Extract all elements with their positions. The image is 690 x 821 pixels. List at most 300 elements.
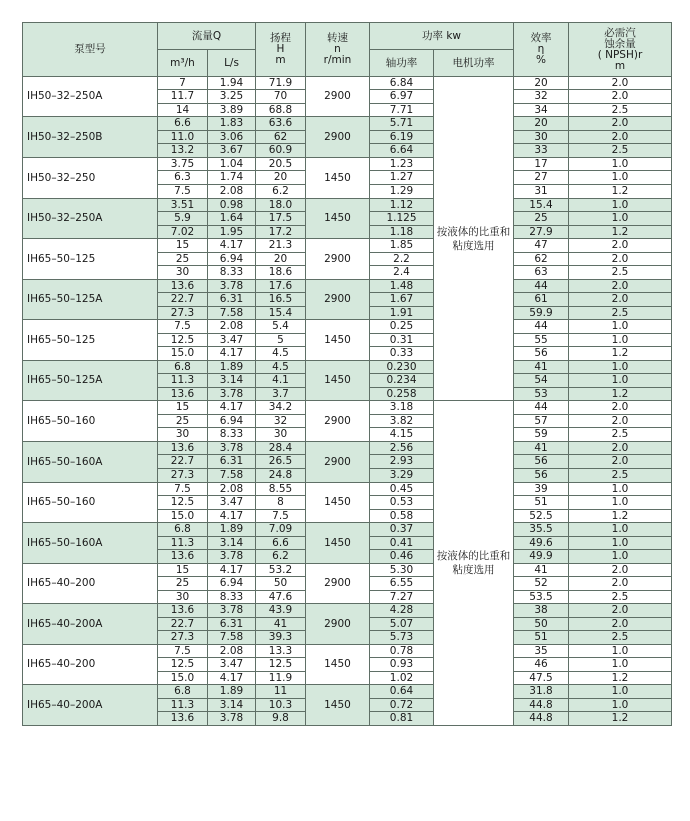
efficiency-cell: 54 xyxy=(514,374,569,388)
npsh-cell: 2.0 xyxy=(569,239,672,253)
speed-cell: 2900 xyxy=(306,442,370,483)
table-row xyxy=(23,239,672,253)
head-cell: 43.9 xyxy=(256,604,306,618)
npsh-cell: 2.5 xyxy=(569,428,672,442)
head-cell: 63.6 xyxy=(256,117,306,131)
flow-ls-cell: 3.78 xyxy=(208,712,256,726)
efficiency-cell: 31 xyxy=(514,185,569,199)
flow-ls-cell: 6.94 xyxy=(208,577,256,591)
header-model: 泵型号 xyxy=(23,23,158,77)
npsh-cell: 2.5 xyxy=(569,144,672,158)
speed-cell: 1450 xyxy=(306,483,370,523)
flow-ls-cell: 6.94 xyxy=(208,415,256,428)
shaft-power-cell: 0.37 xyxy=(370,523,434,537)
shaft-power-cell: 0.53 xyxy=(370,496,434,510)
flow-ls-cell: 4.17 xyxy=(208,401,256,415)
head-cell: 12.5 xyxy=(256,658,306,672)
head-cell: 20.5 xyxy=(256,158,306,171)
shaft-power-cell: 2.4 xyxy=(370,266,434,280)
pump-model-cell: IH65–50–125A xyxy=(23,280,158,320)
head-cell: 60.9 xyxy=(256,144,306,158)
npsh-cell: 1.0 xyxy=(569,171,672,185)
shaft-power-cell: 6.84 xyxy=(370,77,434,90)
speed-cell: 2900 xyxy=(306,604,370,645)
shaft-power-cell: 0.78 xyxy=(370,645,434,658)
shaft-power-cell: 4.15 xyxy=(370,428,434,442)
shaft-power-cell: 0.230 xyxy=(370,361,434,374)
flow-ls-cell: 4.17 xyxy=(208,510,256,523)
flow-m3h-cell: 6.8 xyxy=(158,523,208,537)
efficiency-cell: 47.5 xyxy=(514,672,569,685)
shaft-power-cell: 3.82 xyxy=(370,415,434,428)
flow-m3h-cell: 6.8 xyxy=(158,685,208,699)
shaft-power-cell: 0.41 xyxy=(370,537,434,550)
flow-ls-cell: 1.74 xyxy=(208,171,256,185)
shaft-power-cell: 7.27 xyxy=(370,591,434,604)
npsh-cell: 2.0 xyxy=(569,618,672,631)
table-row xyxy=(23,117,672,131)
npsh-cell: 1.2 xyxy=(569,510,672,523)
flow-m3h-cell: 12.5 xyxy=(158,658,208,672)
pump-model-cell: IH65–50–125A xyxy=(23,361,158,401)
npsh-cell: 1.0 xyxy=(569,483,672,496)
pump-model-cell: IH65–50–125 xyxy=(23,239,158,280)
flow-ls-cell: 3.78 xyxy=(208,604,256,618)
flow-m3h-cell: 13.6 xyxy=(158,712,208,726)
speed-cell: 2900 xyxy=(306,564,370,604)
flow-ls-cell: 3.78 xyxy=(208,280,256,293)
pump-model-cell: IH50–32–250 xyxy=(23,158,158,199)
pump-model-cell: IH65–40–200 xyxy=(23,564,158,604)
head-cell: 6.2 xyxy=(256,185,306,199)
head-cell: 16.5 xyxy=(256,293,306,307)
flow-ls-cell: 4.17 xyxy=(208,239,256,253)
head-cell: 6.2 xyxy=(256,550,306,564)
shaft-power-cell: 2.93 xyxy=(370,455,434,469)
efficiency-cell: 61 xyxy=(514,293,569,307)
head-cell: 34.2 xyxy=(256,401,306,415)
flow-ls-cell: 4.17 xyxy=(208,564,256,577)
npsh-cell: 1.2 xyxy=(569,672,672,685)
npsh-cell: 2.5 xyxy=(569,307,672,320)
efficiency-cell: 30 xyxy=(514,131,569,144)
efficiency-cell: 51 xyxy=(514,631,569,645)
shaft-power-cell: 3.29 xyxy=(370,469,434,483)
head-cell: 70 xyxy=(256,90,306,104)
efficiency-cell: 55 xyxy=(514,334,569,347)
efficiency-cell: 50 xyxy=(514,618,569,631)
flow-ls-cell: 1.89 xyxy=(208,685,256,699)
speed-cell: 2900 xyxy=(306,401,370,442)
flow-ls-cell: 2.08 xyxy=(208,483,256,496)
efficiency-cell: 53 xyxy=(514,388,569,401)
efficiency-cell: 44 xyxy=(514,280,569,293)
flow-ls-cell: 3.25 xyxy=(208,90,256,104)
shaft-power-cell: 1.85 xyxy=(370,239,434,253)
efficiency-cell: 46 xyxy=(514,658,569,672)
npsh-cell: 2.0 xyxy=(569,117,672,131)
head-cell: 4.1 xyxy=(256,374,306,388)
npsh-cell: 1.0 xyxy=(569,212,672,226)
shaft-power-cell: 2.2 xyxy=(370,253,434,266)
flow-ls-cell: 1.89 xyxy=(208,361,256,374)
header-head: 扬程 H m xyxy=(256,23,306,77)
flow-ls-cell: 3.67 xyxy=(208,144,256,158)
head-cell: 10.3 xyxy=(256,699,306,712)
flow-m3h-cell: 30 xyxy=(158,428,208,442)
speed-cell: 1450 xyxy=(306,645,370,685)
flow-ls-cell: 6.31 xyxy=(208,455,256,469)
efficiency-cell: 27.9 xyxy=(514,226,569,239)
shaft-power-cell: 4.28 xyxy=(370,604,434,618)
efficiency-cell: 39 xyxy=(514,483,569,496)
head-cell: 15.4 xyxy=(256,307,306,320)
npsh-cell: 1.0 xyxy=(569,361,672,374)
flow-ls-cell: 4.17 xyxy=(208,347,256,361)
speed-cell: 1450 xyxy=(306,199,370,239)
npsh-cell: 1.0 xyxy=(569,699,672,712)
efficiency-cell: 41 xyxy=(514,361,569,374)
head-cell: 21.3 xyxy=(256,239,306,253)
head-cell: 20 xyxy=(256,171,306,185)
npsh-cell: 1.0 xyxy=(569,523,672,537)
flow-m3h-cell: 15 xyxy=(158,239,208,253)
pump-model-cell: IH65–50–160A xyxy=(23,523,158,564)
shaft-power-cell: 0.58 xyxy=(370,510,434,523)
npsh-cell: 1.0 xyxy=(569,374,672,388)
efficiency-cell: 47 xyxy=(514,239,569,253)
flow-m3h-cell: 15.0 xyxy=(158,510,208,523)
flow-ls-cell: 2.08 xyxy=(208,320,256,334)
npsh-cell: 2.0 xyxy=(569,564,672,577)
shaft-power-cell: 1.27 xyxy=(370,171,434,185)
npsh-cell: 1.0 xyxy=(569,645,672,658)
flow-ls-cell: 1.04 xyxy=(208,158,256,171)
head-cell: 18.0 xyxy=(256,199,306,212)
pump-model-cell: IH65–40–200 xyxy=(23,645,158,685)
flow-m3h-cell: 27.3 xyxy=(158,631,208,645)
head-cell: 17.2 xyxy=(256,226,306,239)
shaft-power-cell: 6.19 xyxy=(370,131,434,144)
head-cell: 53.2 xyxy=(256,564,306,577)
efficiency-cell: 63 xyxy=(514,266,569,280)
npsh-cell: 1.0 xyxy=(569,496,672,510)
shaft-power-cell: 1.23 xyxy=(370,158,434,171)
table-row xyxy=(23,645,672,658)
flow-ls-cell: 8.33 xyxy=(208,591,256,604)
flow-ls-cell: 6.31 xyxy=(208,293,256,307)
efficiency-cell: 44.8 xyxy=(514,699,569,712)
flow-m3h-cell: 25 xyxy=(158,415,208,428)
flow-ls-cell: 4.17 xyxy=(208,672,256,685)
head-cell: 30 xyxy=(256,428,306,442)
pump-model-cell: IH65–40–200A xyxy=(23,604,158,645)
head-cell: 18.6 xyxy=(256,266,306,280)
pump-model-cell: IH65–50–160 xyxy=(23,483,158,523)
shaft-power-cell: 0.46 xyxy=(370,550,434,564)
flow-ls-cell: 1.89 xyxy=(208,523,256,537)
efficiency-cell: 44.8 xyxy=(514,712,569,726)
flow-ls-cell: 3.47 xyxy=(208,334,256,347)
npsh-cell: 2.0 xyxy=(569,253,672,266)
flow-ls-cell: 3.47 xyxy=(208,658,256,672)
npsh-cell: 1.2 xyxy=(569,712,672,726)
efficiency-cell: 31.8 xyxy=(514,685,569,699)
header-efficiency: 效率 η % xyxy=(514,23,569,77)
table-row xyxy=(23,280,672,293)
npsh-cell: 1.0 xyxy=(569,658,672,672)
shaft-power-cell: 1.12 xyxy=(370,199,434,212)
shaft-power-cell: 1.125 xyxy=(370,212,434,226)
head-cell: 62 xyxy=(256,131,306,144)
efficiency-cell: 38 xyxy=(514,604,569,618)
shaft-power-cell: 0.45 xyxy=(370,483,434,496)
header-flow: 流量Q xyxy=(158,23,256,50)
efficiency-cell: 57 xyxy=(514,415,569,428)
efficiency-cell: 33 xyxy=(514,144,569,158)
table-row xyxy=(23,523,672,537)
flow-m3h-cell: 25 xyxy=(158,577,208,591)
flow-m3h-cell: 15.0 xyxy=(158,672,208,685)
flow-ls-cell: 3.47 xyxy=(208,496,256,510)
table-row xyxy=(23,685,672,699)
efficiency-cell: 59 xyxy=(514,428,569,442)
motor-power-note: 按液体的比重和粘度选用 xyxy=(434,401,514,726)
efficiency-cell: 20 xyxy=(514,77,569,90)
shaft-power-cell: 3.18 xyxy=(370,401,434,415)
pump-model-cell: IH50–32–250A xyxy=(23,77,158,117)
flow-ls-cell: 1.95 xyxy=(208,226,256,239)
npsh-cell: 2.0 xyxy=(569,90,672,104)
head-cell: 6.6 xyxy=(256,537,306,550)
speed-cell: 1450 xyxy=(306,361,370,401)
flow-m3h-cell: 7 xyxy=(158,77,208,90)
npsh-cell: 2.5 xyxy=(569,266,672,280)
flow-m3h-cell: 15.0 xyxy=(158,347,208,361)
header-shaft-power: 轴功率 xyxy=(370,50,434,77)
speed-cell: 1450 xyxy=(306,685,370,726)
flow-ls-cell: 3.06 xyxy=(208,131,256,144)
shaft-power-cell: 1.48 xyxy=(370,280,434,293)
npsh-cell: 1.2 xyxy=(569,388,672,401)
speed-cell: 2900 xyxy=(306,117,370,158)
speed-cell: 1450 xyxy=(306,320,370,361)
head-cell: 7.5 xyxy=(256,510,306,523)
efficiency-cell: 52 xyxy=(514,577,569,591)
shaft-power-cell: 6.64 xyxy=(370,144,434,158)
npsh-cell: 1.2 xyxy=(569,347,672,361)
motor-power-note: 按液体的比重和粘度选用 xyxy=(434,77,514,401)
flow-m3h-cell: 3.75 xyxy=(158,158,208,171)
npsh-cell: 2.5 xyxy=(569,469,672,483)
flow-m3h-cell: 22.7 xyxy=(158,618,208,631)
speed-cell: 2900 xyxy=(306,77,370,117)
head-cell: 41 xyxy=(256,618,306,631)
table-body xyxy=(23,77,672,726)
shaft-power-cell: 0.31 xyxy=(370,334,434,347)
efficiency-cell: 59.9 xyxy=(514,307,569,320)
head-cell: 8.55 xyxy=(256,483,306,496)
table-row xyxy=(23,199,672,212)
pump-model-cell: IH65–50–160 xyxy=(23,401,158,442)
head-cell: 9.8 xyxy=(256,712,306,726)
shaft-power-cell: 1.29 xyxy=(370,185,434,199)
head-cell: 11 xyxy=(256,685,306,699)
efficiency-cell: 56 xyxy=(514,469,569,483)
npsh-cell: 2.0 xyxy=(569,401,672,415)
flow-m3h-cell: 13.2 xyxy=(158,144,208,158)
flow-ls-cell: 2.08 xyxy=(208,185,256,199)
npsh-cell: 2.0 xyxy=(569,604,672,618)
flow-m3h-cell: 27.3 xyxy=(158,469,208,483)
header-npsh: 必需汽 蚀余量 ( NPSH)r m xyxy=(569,23,672,77)
npsh-cell: 1.0 xyxy=(569,537,672,550)
table-row xyxy=(23,604,672,618)
head-cell: 68.8 xyxy=(256,104,306,117)
flow-ls-cell: 7.58 xyxy=(208,631,256,645)
shaft-power-cell: 0.93 xyxy=(370,658,434,672)
efficiency-cell: 17 xyxy=(514,158,569,171)
speed-cell: 2900 xyxy=(306,280,370,320)
header-power: 功率 kw xyxy=(370,23,514,50)
npsh-cell: 1.0 xyxy=(569,158,672,171)
flow-m3h-cell: 7.5 xyxy=(158,320,208,334)
npsh-cell: 2.0 xyxy=(569,442,672,455)
efficiency-cell: 35 xyxy=(514,645,569,658)
flow-m3h-cell: 5.9 xyxy=(158,212,208,226)
efficiency-cell: 51 xyxy=(514,496,569,510)
shaft-power-cell: 1.02 xyxy=(370,672,434,685)
flow-ls-cell: 3.89 xyxy=(208,104,256,117)
head-cell: 24.8 xyxy=(256,469,306,483)
shaft-power-cell: 1.91 xyxy=(370,307,434,320)
flow-m3h-cell: 13.6 xyxy=(158,280,208,293)
flow-m3h-cell: 7.5 xyxy=(158,483,208,496)
efficiency-cell: 52.5 xyxy=(514,510,569,523)
shaft-power-cell: 5.07 xyxy=(370,618,434,631)
npsh-cell: 1.0 xyxy=(569,334,672,347)
table-row xyxy=(23,361,672,374)
flow-m3h-cell: 7.5 xyxy=(158,645,208,658)
table-row xyxy=(23,158,672,171)
flow-m3h-cell: 7.02 xyxy=(158,226,208,239)
pump-model-cell: IH65–50–125 xyxy=(23,320,158,361)
efficiency-cell: 49.6 xyxy=(514,537,569,550)
flow-m3h-cell: 30 xyxy=(158,266,208,280)
shaft-power-cell: 6.55 xyxy=(370,577,434,591)
efficiency-cell: 44 xyxy=(514,401,569,415)
npsh-cell: 2.5 xyxy=(569,631,672,645)
header-motor-power: 电机功率 xyxy=(434,50,514,77)
shaft-power-cell: 2.56 xyxy=(370,442,434,455)
npsh-cell: 1.0 xyxy=(569,320,672,334)
table-row xyxy=(23,564,672,577)
shaft-power-cell: 0.258 xyxy=(370,388,434,401)
efficiency-cell: 15.4 xyxy=(514,199,569,212)
shaft-power-cell: 0.25 xyxy=(370,320,434,334)
efficiency-cell: 35.5 xyxy=(514,523,569,537)
flow-m3h-cell: 11.3 xyxy=(158,537,208,550)
flow-ls-cell: 8.33 xyxy=(208,266,256,280)
shaft-power-cell: 6.97 xyxy=(370,90,434,104)
pump-model-cell: IH65–40–200A xyxy=(23,685,158,726)
pump-model-cell: IH65–50–160A xyxy=(23,442,158,483)
flow-ls-cell: 3.78 xyxy=(208,388,256,401)
flow-ls-cell: 3.78 xyxy=(208,550,256,564)
npsh-cell: 2.0 xyxy=(569,77,672,90)
head-cell: 3.7 xyxy=(256,388,306,401)
flow-m3h-cell: 6.3 xyxy=(158,171,208,185)
head-cell: 47.6 xyxy=(256,591,306,604)
efficiency-cell: 49.9 xyxy=(514,550,569,564)
efficiency-cell: 32 xyxy=(514,90,569,104)
shaft-power-cell: 0.81 xyxy=(370,712,434,726)
efficiency-cell: 53.5 xyxy=(514,591,569,604)
pump-model-cell: IH50–32–250B xyxy=(23,117,158,158)
efficiency-cell: 34 xyxy=(514,104,569,117)
npsh-cell: 1.0 xyxy=(569,550,672,564)
speed-cell: 1450 xyxy=(306,158,370,199)
head-cell: 17.5 xyxy=(256,212,306,226)
pump-spec-sheet xyxy=(22,22,672,726)
flow-ls-cell: 3.14 xyxy=(208,374,256,388)
header-flow-m3h: m³/h xyxy=(158,50,208,77)
shaft-power-cell: 1.18 xyxy=(370,226,434,239)
npsh-cell: 2.5 xyxy=(569,591,672,604)
npsh-cell: 2.0 xyxy=(569,415,672,428)
flow-ls-cell: 1.94 xyxy=(208,77,256,90)
head-cell: 17.6 xyxy=(256,280,306,293)
shaft-power-cell: 0.33 xyxy=(370,347,434,361)
flow-m3h-cell: 7.5 xyxy=(158,185,208,199)
efficiency-cell: 20 xyxy=(514,117,569,131)
shaft-power-cell: 0.234 xyxy=(370,374,434,388)
table-header xyxy=(23,23,672,77)
flow-m3h-cell: 12.5 xyxy=(158,496,208,510)
flow-ls-cell: 6.94 xyxy=(208,253,256,266)
efficiency-cell: 27 xyxy=(514,171,569,185)
flow-m3h-cell: 25 xyxy=(158,253,208,266)
head-cell: 28.4 xyxy=(256,442,306,455)
shaft-power-cell: 0.72 xyxy=(370,699,434,712)
flow-m3h-cell: 12.5 xyxy=(158,334,208,347)
head-cell: 5.4 xyxy=(256,320,306,334)
efficiency-cell: 41 xyxy=(514,564,569,577)
npsh-cell: 1.2 xyxy=(569,185,672,199)
flow-m3h-cell: 6.6 xyxy=(158,117,208,131)
shaft-power-cell: 1.67 xyxy=(370,293,434,307)
flow-m3h-cell: 13.6 xyxy=(158,442,208,455)
flow-ls-cell: 3.78 xyxy=(208,442,256,455)
efficiency-cell: 62 xyxy=(514,253,569,266)
shaft-power-cell: 5.73 xyxy=(370,631,434,645)
flow-m3h-cell: 13.6 xyxy=(158,550,208,564)
head-cell: 5 xyxy=(256,334,306,347)
head-cell: 8 xyxy=(256,496,306,510)
npsh-cell: 1.2 xyxy=(569,226,672,239)
flow-m3h-cell: 27.3 xyxy=(158,307,208,320)
npsh-cell: 1.0 xyxy=(569,199,672,212)
npsh-cell: 2.5 xyxy=(569,104,672,117)
head-cell: 39.3 xyxy=(256,631,306,645)
npsh-cell: 2.0 xyxy=(569,455,672,469)
flow-ls-cell: 7.58 xyxy=(208,469,256,483)
head-cell: 26.5 xyxy=(256,455,306,469)
npsh-cell: 2.0 xyxy=(569,293,672,307)
flow-ls-cell: 6.31 xyxy=(208,618,256,631)
speed-cell: 1450 xyxy=(306,523,370,564)
speed-cell: 2900 xyxy=(306,239,370,280)
